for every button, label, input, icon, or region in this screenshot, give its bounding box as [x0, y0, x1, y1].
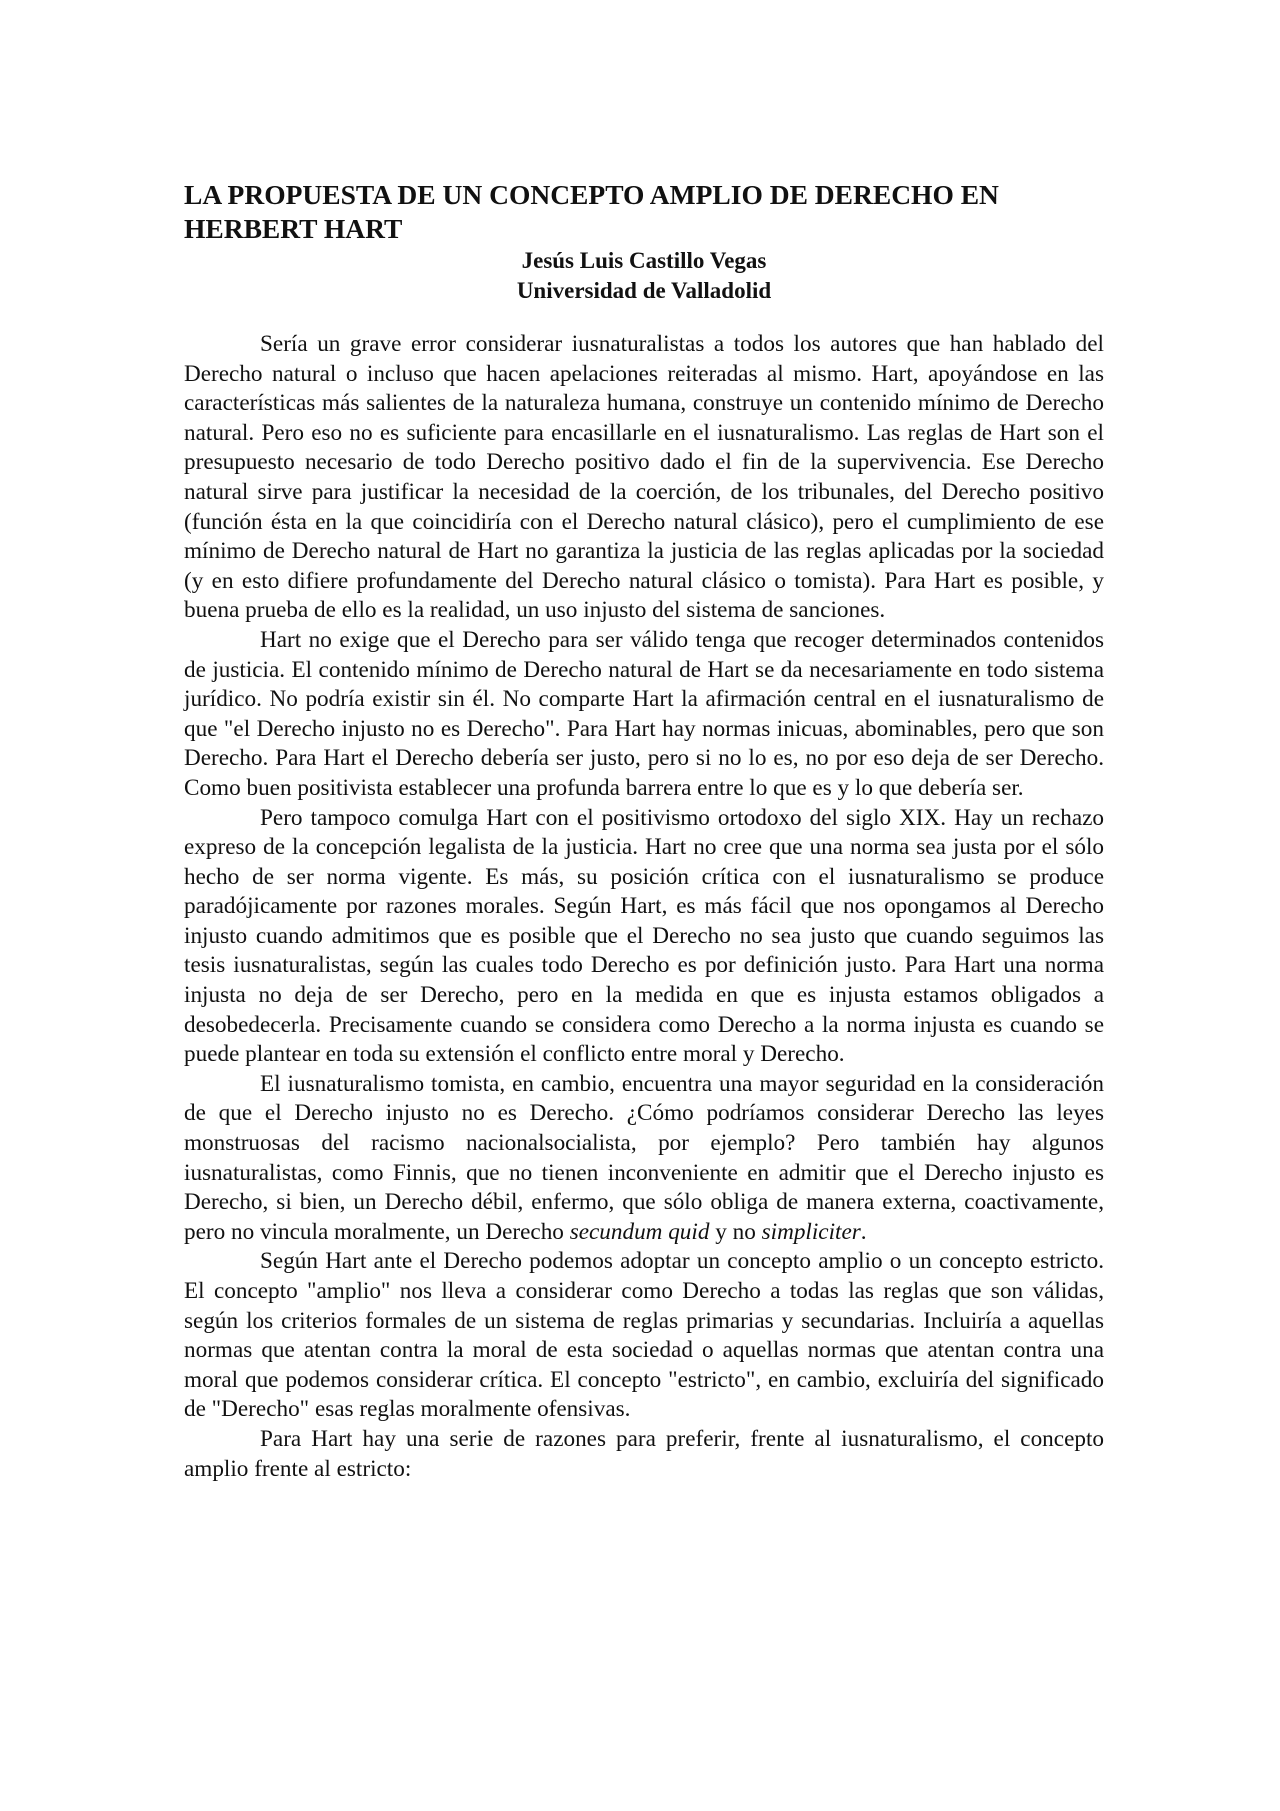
- paragraph-5: Según Hart ante el Derecho podemos adoptar un concepto amplio o un concepto estricto. El concepto "amplio" nos lleva a considerar como Derecho a todas las reglas que son válidas, según los criterios formales de un sistema de reglas primarias y secundarias. Incluiría a aquellas normas que atentan contra la moral de esta sociedad o aquellas normas que atentan contra una moral que podemos considerar crítica. El concepto "estricto", en cambio, excluiría del significado de "Derecho" esas reglas moralmente ofensivas.: [184, 1248, 1104, 1423]
- paragraph-4-text-a: El iusnaturalismo tomista, en cambio, encuentra una mayor seguridad en la consideración de que el Derecho injusto no es Derecho. ¿Cómo podríamos considerar Derecho las leyes monstruosas del racismo nacionalsocialista, por ejemplo? Pero también hay algunos iusnaturalistas, como Finnis, que no tienen inconveniente en admitir que el Derecho injusto es Derecho, si bien, un Derecho débil, enfermo, que sólo obliga de manera externa, coactivamente, pero no vincula moralmente, un Derecho: [184, 1070, 1104, 1245]
- paragraph-1: Sería un grave error considerar iusnaturalistas a todos los autores que han hablado del Derecho natural o incluso que hacen apelaciones reiteradas al mismo. Hart, apoyándose en las características más salientes de la naturaleza humana, construye un contenido mínimo de Derecho natural. Pero eso no es suficiente para encasillarle en el iusnaturalismo. Las reglas de Hart son el presupuesto necesario de todo Derecho positivo dado el fin de la supervivencia. Ese Derecho natural sirve para justificar la necesidad de la coerción, de los tribunales, del Derecho positivo (función ésta en la que coincidiría con el Derecho natural clásico), pero el cumplimiento de ese mínimo de Derecho natural de Hart no garantiza la justicia de las reglas aplicadas por la sociedad (y en esto difiere profundamente del Derecho natural clásico o tomista). Para Hart es posible, y buena prueba de ello es la realidad, un uso injusto del sistema de sanciones.: [184, 331, 1104, 624]
- author-block: [184, 246, 1104, 306]
- paragraph-2: Hart no exige que el Derecho para ser válido tenga que recoger determinados contenidos de justicia. El contenido mínimo de Derecho natural de Hart se da necesariamente en todo sistema jurídico. No podría existir sin él. No comparte Hart la afirmación central en el iusnaturalismo de que "el Derecho injusto no es Derecho". Para Hart hay normas inicuas, abominables, pero que son Derecho. Para Hart el Derecho debería ser justo, pero si no lo es, no por eso deja de ser Derecho. Como buen positivista establecer una profunda barrera entre lo que es y lo que debería ser.: [184, 626, 1104, 801]
- author-affiliation: Universidad de Valladolid: [516, 278, 772, 303]
- document-title: LA PROPUESTA DE UN CONCEPTO AMPLIO DE DERECHO EN HERBERT HART: [184, 179, 999, 244]
- document-body: [184, 330, 1104, 1484]
- paragraph-4-italic-2: simpliciter: [761, 1218, 861, 1245]
- paragraph-4-text-c: .: [860, 1218, 867, 1245]
- paragraph-4: [184, 1070, 1104, 1248]
- paragraph-4-text-b: y no: [709, 1218, 762, 1245]
- paragraph-6: Para Hart hay una serie de razones para preferir, frente al iusnaturalismo, el concepto amplio frente al estricto:: [184, 1425, 1104, 1482]
- document-page: [184, 178, 1104, 1484]
- paragraph-4-italic-1: secundum quid: [569, 1218, 710, 1245]
- author-name: Jesús Luis Castillo Vegas: [521, 248, 767, 273]
- paragraph-3: Pero tampoco comulga Hart con el positivismo ortodoxo del siglo XIX. Hay un rechazo expreso de la concepción legalista de la justicia. Hart no cree que una norma sea justa por el sólo hecho de ser norma vigente. Es más, su posición crítica con el iusnaturalismo se produce paradójicamente por razones morales. Según Hart, es más fácil que nos opongamos al Derecho injusto cuando admitimos que es posible que el Derecho no sea justo que cuando seguimos las tesis iusnaturalistas, según las cuales todo Derecho es por definición justo. Para Hart una norma injusta no deja de ser Derecho, pero en la medida en que es injusta estamos obligados a desobedecerla. Precisamente cuando se considera como Derecho a la norma injusta es cuando se puede plantear en toda su extensión el conflicto entre moral y Derecho.: [184, 804, 1104, 1068]
